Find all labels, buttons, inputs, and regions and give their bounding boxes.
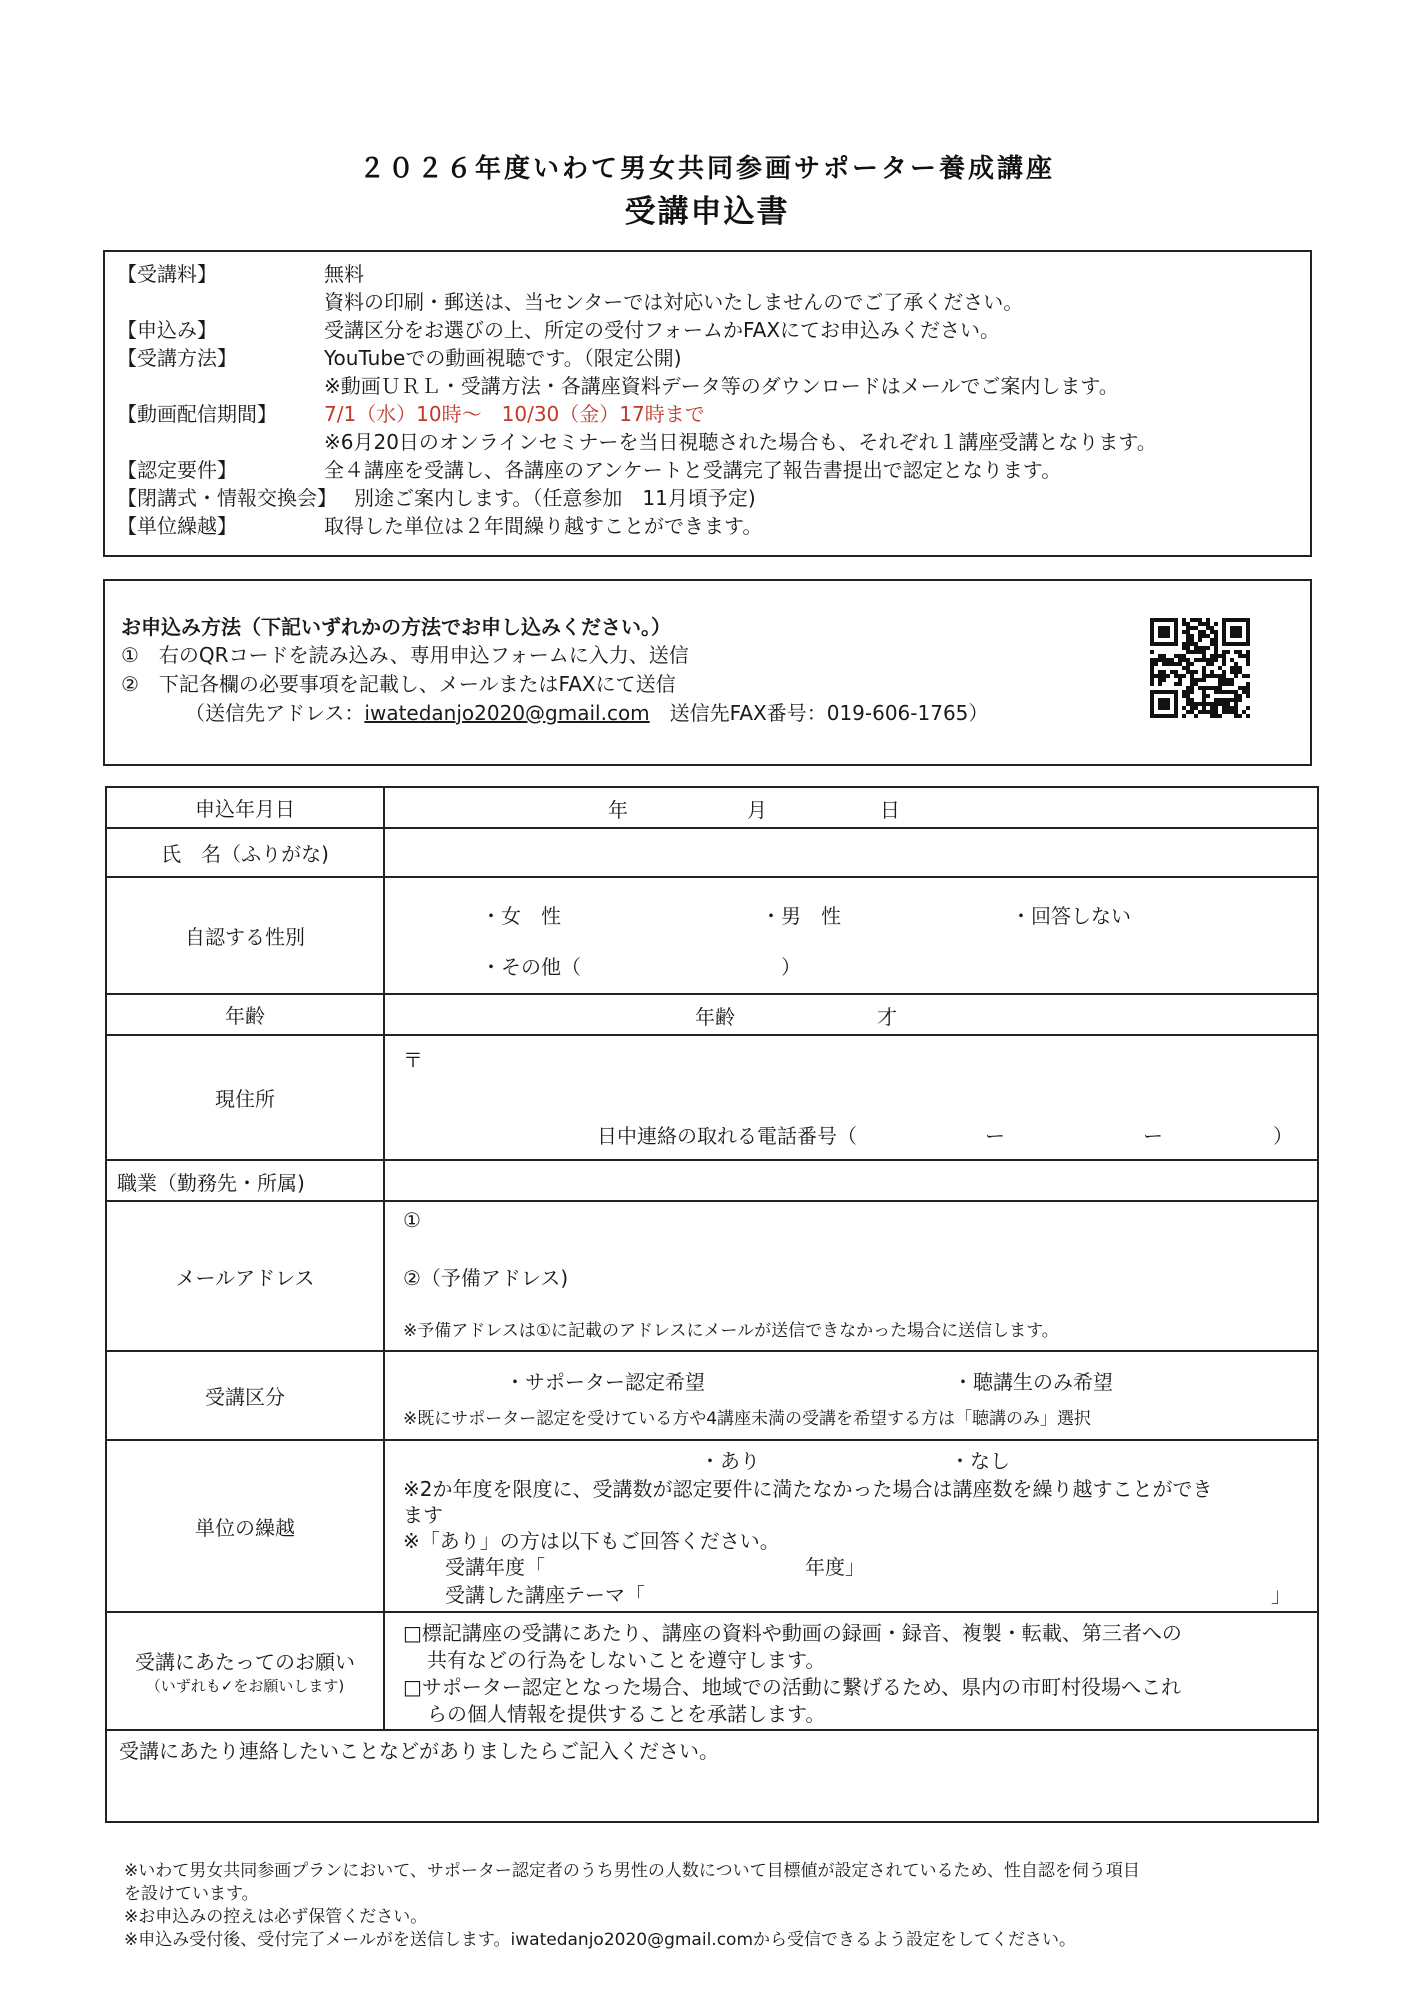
row-email: [106, 1201, 1318, 1351]
info-label: 【単位繰越】: [117, 514, 237, 538]
request-text-1: 共有などの行為をしないことを遵守します。: [427, 1648, 826, 1672]
send-destination: [185, 697, 988, 726]
address-field[interactable]: [384, 1035, 1318, 1160]
request-label-cell: [106, 1612, 384, 1730]
course-option-supporter[interactable]: ・サポーター認定希望: [505, 1370, 705, 1394]
carry-option-no[interactable]: ・なし: [950, 1449, 1010, 1473]
age-text: 年齢: [695, 1005, 735, 1029]
info-text: 受講区分をお選びの上、所定の受付フォームかFAXにてお申込みください。: [324, 318, 1001, 342]
request-text-2: らの個人情報を提供することを承諾します。: [427, 1702, 826, 1726]
info-label: 【閉講式・情報交換会】: [117, 486, 337, 510]
info-label: 【受講方法】: [117, 346, 237, 370]
request-field: [384, 1612, 1318, 1730]
date-month: 月: [747, 798, 767, 822]
age-field[interactable]: [384, 994, 1318, 1035]
comment-label: 受講にあたり連絡したいことなどがありましたらご記入ください。: [119, 1739, 719, 1763]
row-address: [106, 1035, 1318, 1160]
carry-note: ※2か年度を限度に、受講数が認定要件に満たなかった場合は講座数を繰り越すことができ: [403, 1477, 1213, 1501]
info-row: [117, 316, 1302, 344]
info-text: 別途ご案内します。（任意参加 11月頃予定): [334, 486, 756, 510]
course-label: 受講区分: [106, 1351, 384, 1440]
carry-theme-field[interactable]: 受講した講座テーマ「: [445, 1583, 645, 1607]
info-label: 【認定要件】: [117, 458, 237, 482]
carry-option-yes[interactable]: ・あり: [700, 1449, 760, 1473]
job-field[interactable]: [384, 1160, 1318, 1201]
row-age: [106, 994, 1318, 1035]
row-carry: [106, 1440, 1318, 1612]
info-row: [117, 400, 1302, 428]
info-text: 全４講座を受講し、各講座のアンケートと受講完了報告書提出で認定となります。: [324, 458, 1062, 482]
row-course: [106, 1351, 1318, 1440]
carry-year-field[interactable]: 受講年度「 年度」: [445, 1555, 865, 1579]
carry-note-2: ※「あり」の方は以下もご回答ください。: [403, 1529, 780, 1553]
info-text: 資料の印刷・郵送は、当センターでは対応いたしませんのでご了承ください。: [324, 290, 1024, 314]
email-1: ①: [403, 1208, 421, 1232]
form-title: ２０２６年度いわて男女共同参画サポーター養成講座: [358, 154, 1055, 184]
request-checkbox-2[interactable]: □サポーター認定となった場合、地域での活動に繋げるため、県内の市町村役場へこれ: [403, 1675, 1182, 1699]
name-label: 氏 名（ふりがな): [106, 828, 384, 877]
email-label: メールアドレス: [106, 1201, 384, 1351]
email-link[interactable]: iwatedanjo2020@gmail.com: [364, 701, 650, 725]
date-year: 年: [608, 798, 628, 822]
footnote: を設けています。: [124, 1884, 259, 1904]
date-day: 日: [880, 798, 900, 822]
name-field[interactable]: [384, 828, 1318, 877]
address-label: 現住所: [106, 1035, 384, 1160]
phone-dash: ー: [1143, 1124, 1163, 1148]
info-row: [117, 428, 1302, 456]
age-label: 年齢: [106, 994, 384, 1035]
row-job: [106, 1160, 1318, 1201]
gender-options: [384, 877, 1318, 994]
phone-label: 日中連絡の取れる電話番号（: [597, 1124, 857, 1148]
row-date: [106, 787, 1318, 828]
email-note: ※予備アドレスは①に記載のアドレスにメールが送信できなかった場合に送信します。: [403, 1321, 1059, 1341]
address-prefix: （送信先アドレス：: [185, 701, 365, 725]
info-label: 【動画配信期間】: [117, 402, 277, 426]
footnote: ※いわて男女共同参画プランにおいて、サポーター認定者のうち男性の人数について目標値が設定されているため、性自認を伺う項目: [124, 1861, 1140, 1881]
phone-dash: ー: [985, 1124, 1005, 1148]
gender-label: 自認する性別: [106, 877, 384, 994]
footnote: ※申込み受付後、受付完了メールがを送信します。iwatedanjo2020@gmail.comから受信できるよう設定をしてください。: [124, 1930, 1077, 1950]
postal-mark: 〒: [403, 1048, 423, 1072]
form-subtitle: 受講申込書: [624, 194, 790, 230]
gender-option-male[interactable]: ・男 性: [761, 904, 841, 928]
info-row: [117, 484, 1302, 512]
method-qr: ① 右のQRコードを読み込み、専用申込フォームに入力、送信: [121, 643, 689, 667]
age-unit: 才: [877, 1005, 897, 1029]
info-label: 【受講料】: [117, 262, 217, 286]
email-2: ②（予備アドレス): [403, 1266, 569, 1290]
course-options: [384, 1351, 1318, 1440]
info-row: [117, 288, 1302, 316]
row-comment: [106, 1730, 1318, 1822]
carry-field: [384, 1440, 1318, 1612]
application-method-box: [103, 579, 1312, 766]
info-text: YouTubeでの動画視聴です。（限定公開): [324, 346, 682, 370]
info-text: 無料: [324, 262, 364, 286]
footnote: ※お申込みの控えは必ず保管ください。: [124, 1907, 428, 1927]
phone-close: ）: [1273, 1124, 1293, 1148]
method-mail-fax: ② 下記各欄の必要事項を記載し、メールまたはFAXにて送信: [121, 672, 676, 696]
carry-label: 単位の繰越: [106, 1440, 384, 1612]
row-name: [106, 828, 1318, 877]
info-text-red: 7/1（水）10時〜 10/30（金）17時まで: [324, 402, 705, 426]
application-method-title: お申込み方法（下記いずれかの方法でお申し込みください。）: [121, 615, 671, 639]
info-row: [117, 512, 1302, 540]
info-row: [117, 372, 1302, 400]
course-option-audit[interactable]: ・聴講生のみ希望: [953, 1370, 1113, 1394]
request-checkbox-1[interactable]: □標記講座の受講にあたり、講座の資料や動画の録画・録音、複製・転載、第三者への: [403, 1621, 1182, 1645]
gender-option-noanswer[interactable]: ・回答しない: [1011, 904, 1131, 928]
carry-note-cont: ます: [403, 1503, 443, 1527]
request-sub: （いずれも✓をお願いします): [145, 1677, 345, 1695]
date-field[interactable]: [384, 787, 1318, 828]
request-label: 受講にあたってのお願い: [135, 1650, 355, 1674]
qr-code-icon[interactable]: [1150, 618, 1250, 718]
info-text: ※6月20日のオンラインセミナーを当日視聴された場合も、それぞれ１講座受講となります。: [324, 430, 1157, 454]
info-row: [117, 456, 1302, 484]
info-label: 【申込み】: [117, 318, 217, 342]
email-field[interactable]: [384, 1201, 1318, 1351]
job-label: [106, 1160, 384, 1201]
carry-theme-close: 」: [1271, 1583, 1291, 1607]
application-form-table: [105, 786, 1319, 1823]
info-text: 取得した単位は２年間繰り越すことができます。: [324, 514, 763, 538]
info-row: [117, 344, 1302, 372]
info-row: [117, 260, 1302, 288]
job-label-text: 職業（勤務先・所属): [117, 1171, 305, 1195]
gender-option-other[interactable]: ・その他（ ）: [481, 955, 801, 979]
row-request: [106, 1612, 1318, 1730]
course-note: ※既にサポーター認定を受けている方や4講座未満の受講を希望する方は「聴講のみ」選択: [403, 1409, 1092, 1429]
fax-number: 送信先FAX番号：019-606-1765）: [649, 701, 989, 725]
course-info-box: [103, 250, 1312, 557]
comment-field[interactable]: [106, 1730, 1318, 1822]
info-text: ※動画ＵＲＬ・受講方法・各講座資料データ等のダウンロードはメールでご案内します。: [324, 374, 1119, 398]
gender-option-female[interactable]: ・女 性: [481, 904, 561, 928]
row-gender: [106, 877, 1318, 994]
date-label: 申込年月日: [106, 787, 384, 828]
